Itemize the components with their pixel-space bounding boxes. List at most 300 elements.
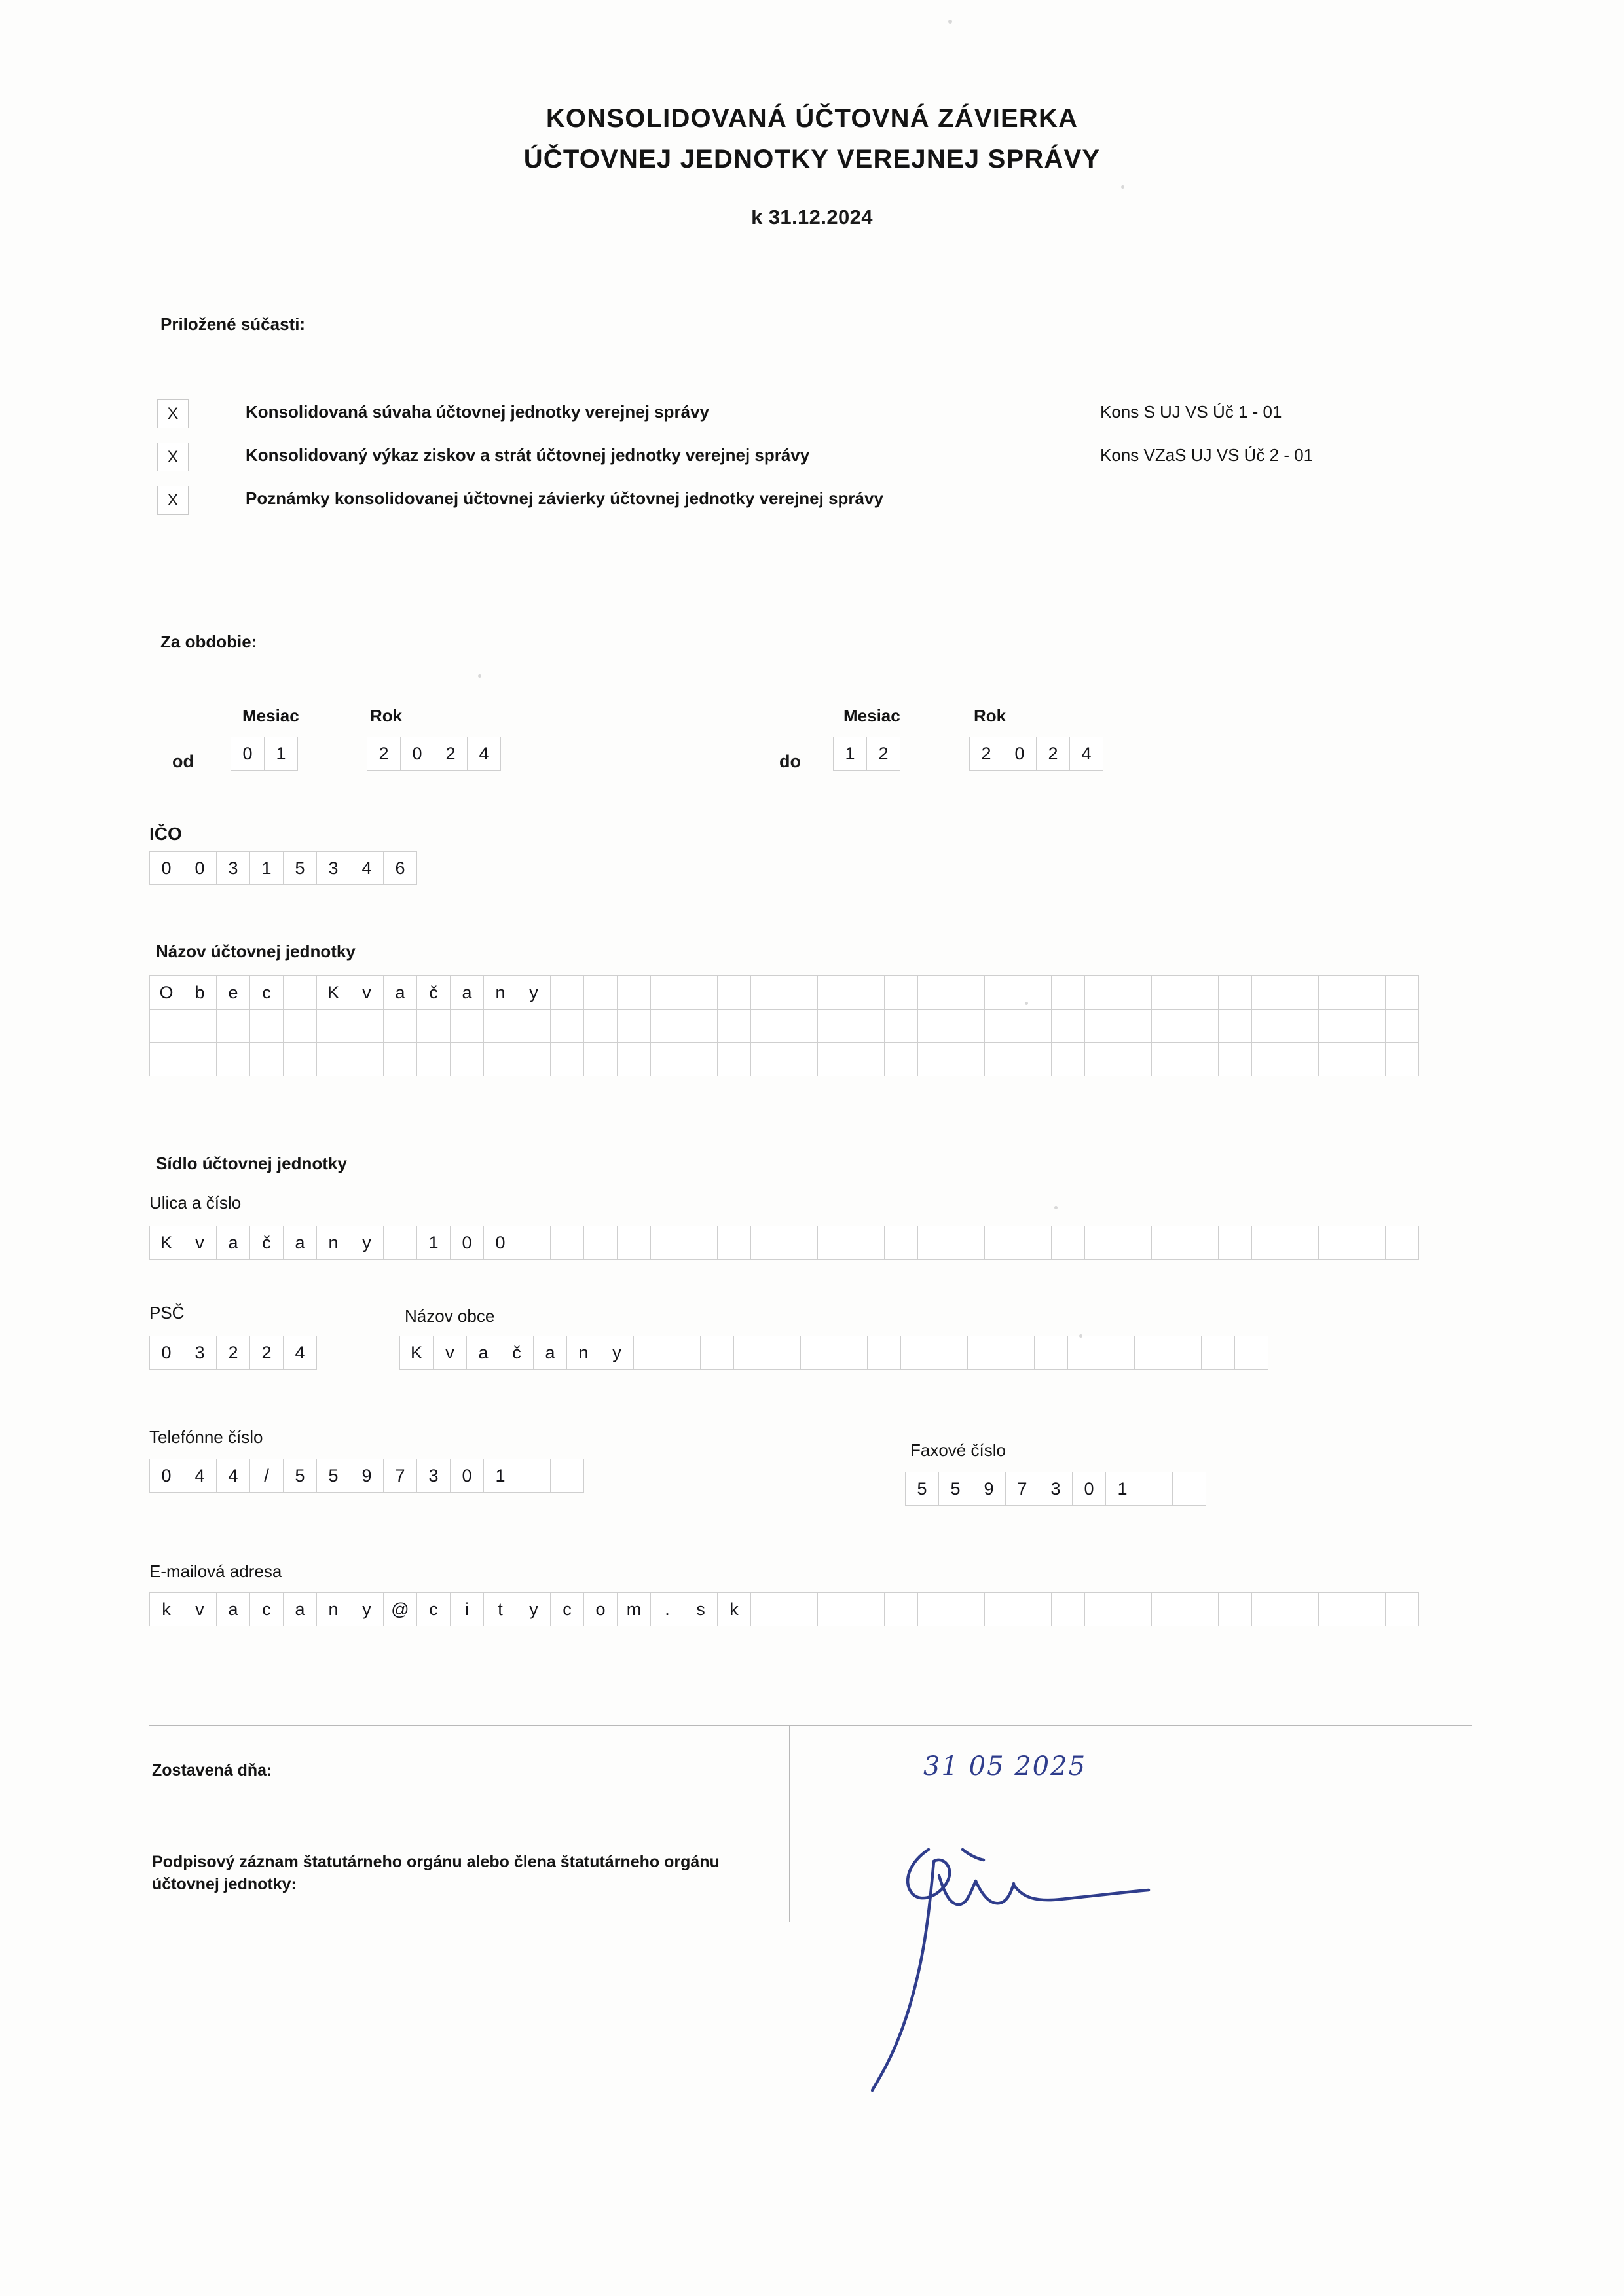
- phone-label: Telefónne číslo: [149, 1427, 263, 1447]
- attachment-checkbox-3[interactable]: X: [157, 486, 189, 515]
- char-cell[interactable]: [851, 1226, 885, 1260]
- char-cell[interactable]: [216, 1042, 250, 1076]
- char-cell[interactable]: [1318, 1226, 1352, 1260]
- char-cell[interactable]: [1018, 1042, 1052, 1076]
- title-line-1: KONSOLIDOVANÁ ÚČTOVNÁ ZÁVIERKA: [545, 104, 1079, 133]
- char-cell[interactable]: [517, 1226, 551, 1260]
- char-cell[interactable]: v: [433, 1336, 467, 1370]
- char-cell[interactable]: /: [249, 1459, 284, 1493]
- char-cell[interactable]: [450, 1009, 484, 1043]
- char-cell[interactable]: 6: [383, 851, 417, 885]
- char-cell[interactable]: [1251, 1226, 1285, 1260]
- char-cell[interactable]: [1051, 1042, 1085, 1076]
- char-cell[interactable]: [550, 1042, 584, 1076]
- char-cell[interactable]: 1: [1105, 1472, 1139, 1506]
- char-cell[interactable]: [1385, 975, 1419, 1010]
- char-cell[interactable]: 0: [450, 1226, 484, 1260]
- char-cell[interactable]: [1185, 1226, 1219, 1260]
- char-cell[interactable]: [934, 1336, 968, 1370]
- char-cell[interactable]: [1218, 975, 1252, 1010]
- char-cell[interactable]: [1172, 1472, 1206, 1506]
- char-cell[interactable]: y: [517, 975, 551, 1010]
- char-cell[interactable]: [1051, 1009, 1085, 1043]
- char-cell[interactable]: 5: [905, 1472, 939, 1506]
- char-cell[interactable]: 4: [183, 1459, 217, 1493]
- city-input[interactable]: [399, 1336, 1268, 1370]
- char-cell[interactable]: [1352, 1042, 1386, 1076]
- char-cell[interactable]: k: [717, 1592, 751, 1626]
- char-cell[interactable]: [1234, 1336, 1268, 1370]
- char-cell[interactable]: [1285, 1592, 1319, 1626]
- char-cell[interactable]: [1151, 1592, 1185, 1626]
- char-cell[interactable]: [1151, 975, 1185, 1010]
- char-cell[interactable]: 2: [367, 737, 401, 771]
- char-cell[interactable]: [717, 1009, 751, 1043]
- char-cell[interactable]: [667, 1336, 701, 1370]
- char-cell[interactable]: [617, 1042, 651, 1076]
- char-cell[interactable]: [1185, 1592, 1219, 1626]
- char-cell[interactable]: [1084, 1042, 1118, 1076]
- char-cell[interactable]: [867, 1336, 901, 1370]
- char-cell[interactable]: e: [216, 975, 250, 1010]
- char-cell[interactable]: v: [183, 1226, 217, 1260]
- char-cell[interactable]: [1118, 975, 1152, 1010]
- char-cell[interactable]: [650, 1042, 684, 1076]
- char-cell[interactable]: [984, 1042, 1018, 1076]
- char-cell[interactable]: @: [383, 1592, 417, 1626]
- char-cell[interactable]: [550, 975, 584, 1010]
- char-cell[interactable]: [1352, 1009, 1386, 1043]
- char-cell[interactable]: [183, 1009, 217, 1043]
- char-cell[interactable]: o: [583, 1592, 618, 1626]
- char-cell[interactable]: [750, 1226, 784, 1260]
- char-cell[interactable]: [951, 1226, 985, 1260]
- attachments-heading: Priložené súčasti:: [160, 314, 306, 334]
- char-cell[interactable]: a: [216, 1592, 250, 1626]
- char-cell[interactable]: [1185, 975, 1219, 1010]
- char-cell[interactable]: 4: [216, 1459, 250, 1493]
- char-cell[interactable]: n: [316, 1226, 350, 1260]
- char-cell[interactable]: [1168, 1336, 1202, 1370]
- char-cell[interactable]: 0: [1072, 1472, 1106, 1506]
- char-cell[interactable]: v: [350, 975, 384, 1010]
- entity-name-input-row2[interactable]: [149, 1009, 1419, 1043]
- char-cell[interactable]: n: [483, 975, 517, 1010]
- char-cell[interactable]: [550, 1226, 584, 1260]
- char-cell[interactable]: [1218, 1042, 1252, 1076]
- char-cell[interactable]: 0: [149, 851, 183, 885]
- char-cell[interactable]: i: [450, 1592, 484, 1626]
- char-cell[interactable]: 3: [1039, 1472, 1073, 1506]
- email-label: E-mailová adresa: [149, 1561, 282, 1581]
- street-input[interactable]: [149, 1226, 1419, 1260]
- char-cell[interactable]: [1352, 975, 1386, 1010]
- char-cell[interactable]: [1084, 1226, 1118, 1260]
- char-cell[interactable]: [483, 1009, 517, 1043]
- char-cell[interactable]: [851, 1592, 885, 1626]
- char-cell[interactable]: [984, 1226, 1018, 1260]
- char-cell[interactable]: [750, 1042, 784, 1076]
- char-cell[interactable]: [1084, 1009, 1118, 1043]
- char-cell[interactable]: [1285, 1009, 1319, 1043]
- char-cell[interactable]: [1285, 1042, 1319, 1076]
- char-cell[interactable]: [1318, 1592, 1352, 1626]
- char-cell[interactable]: a: [216, 1226, 250, 1260]
- char-cell[interactable]: [1134, 1336, 1168, 1370]
- char-cell[interactable]: [1118, 1009, 1152, 1043]
- char-cell[interactable]: 4: [283, 1336, 317, 1370]
- char-cell[interactable]: 1: [416, 1226, 451, 1260]
- char-cell[interactable]: [650, 1226, 684, 1260]
- char-cell[interactable]: .: [650, 1592, 684, 1626]
- char-cell[interactable]: [951, 1009, 985, 1043]
- document-title: [0, 98, 1624, 229]
- char-cell[interactable]: [583, 1042, 618, 1076]
- char-cell[interactable]: a: [466, 1336, 500, 1370]
- char-cell[interactable]: [967, 1336, 1001, 1370]
- char-cell[interactable]: 0: [483, 1226, 517, 1260]
- char-cell[interactable]: [249, 1009, 284, 1043]
- char-cell[interactable]: [249, 1042, 284, 1076]
- char-cell[interactable]: [283, 1009, 317, 1043]
- char-cell[interactable]: n: [316, 1592, 350, 1626]
- char-cell[interactable]: [1385, 1592, 1419, 1626]
- char-cell[interactable]: 5: [283, 851, 317, 885]
- char-cell[interactable]: [750, 975, 784, 1010]
- char-cell[interactable]: [700, 1336, 734, 1370]
- char-cell[interactable]: [183, 1042, 217, 1076]
- char-cell[interactable]: [149, 1009, 183, 1043]
- char-cell[interactable]: [784, 1009, 818, 1043]
- char-cell[interactable]: [283, 975, 317, 1010]
- scan-speck: [1025, 1002, 1028, 1005]
- char-cell[interactable]: [1018, 1592, 1052, 1626]
- psc-input[interactable]: [149, 1336, 317, 1370]
- char-cell[interactable]: [834, 1336, 868, 1370]
- char-cell[interactable]: [984, 1009, 1018, 1043]
- char-cell[interactable]: [383, 1009, 417, 1043]
- char-cell[interactable]: [1251, 1042, 1285, 1076]
- char-cell[interactable]: [1118, 1042, 1152, 1076]
- char-cell[interactable]: [917, 1226, 951, 1260]
- char-cell[interactable]: k: [149, 1592, 183, 1626]
- char-cell[interactable]: [350, 1042, 384, 1076]
- char-cell[interactable]: [684, 1009, 718, 1043]
- char-cell[interactable]: č: [500, 1336, 534, 1370]
- char-cell[interactable]: 3: [183, 1336, 217, 1370]
- char-cell[interactable]: [817, 1226, 851, 1260]
- char-cell[interactable]: [550, 1459, 584, 1493]
- char-cell[interactable]: 4: [467, 737, 501, 771]
- char-cell[interactable]: [1118, 1226, 1152, 1260]
- char-cell[interactable]: 2: [969, 737, 1003, 771]
- char-cell[interactable]: [817, 975, 851, 1010]
- entity-name-input-row3[interactable]: [149, 1042, 1419, 1076]
- char-cell[interactable]: [784, 975, 818, 1010]
- char-cell[interactable]: [517, 1042, 551, 1076]
- to-year-input[interactable]: [969, 737, 1103, 771]
- char-cell[interactable]: 2: [866, 737, 900, 771]
- char-cell[interactable]: [1151, 1226, 1185, 1260]
- char-cell[interactable]: 5: [283, 1459, 317, 1493]
- char-cell[interactable]: [884, 975, 918, 1010]
- char-cell[interactable]: c: [550, 1592, 584, 1626]
- char-cell[interactable]: [1084, 1592, 1118, 1626]
- compiled-date-label: Zostavená dňa:: [152, 1761, 272, 1779]
- char-cell[interactable]: y: [350, 1592, 384, 1626]
- char-cell[interactable]: 1: [483, 1459, 517, 1493]
- char-cell[interactable]: v: [183, 1592, 217, 1626]
- char-cell[interactable]: [917, 975, 951, 1010]
- char-cell[interactable]: [1352, 1226, 1386, 1260]
- char-cell[interactable]: [1185, 1042, 1219, 1076]
- char-cell[interactable]: 7: [383, 1459, 417, 1493]
- char-cell[interactable]: 0: [231, 737, 265, 771]
- char-cell[interactable]: [216, 1009, 250, 1043]
- char-cell[interactable]: [1318, 1009, 1352, 1043]
- char-cell[interactable]: [650, 1009, 684, 1043]
- char-cell[interactable]: y: [600, 1336, 634, 1370]
- char-cell[interactable]: [633, 1336, 667, 1370]
- char-cell[interactable]: [1118, 1592, 1152, 1626]
- char-cell[interactable]: [650, 975, 684, 1010]
- char-cell[interactable]: [1151, 1009, 1185, 1043]
- char-cell[interactable]: 5: [316, 1459, 350, 1493]
- char-cell[interactable]: [817, 1592, 851, 1626]
- char-cell[interactable]: 3: [416, 1459, 451, 1493]
- char-cell[interactable]: [750, 1592, 784, 1626]
- char-cell[interactable]: 0: [450, 1459, 484, 1493]
- char-cell[interactable]: [350, 1009, 384, 1043]
- char-cell[interactable]: [767, 1336, 801, 1370]
- char-cell[interactable]: [583, 1226, 618, 1260]
- char-cell[interactable]: [517, 1009, 551, 1043]
- char-cell[interactable]: [1385, 1226, 1419, 1260]
- char-cell[interactable]: 9: [972, 1472, 1006, 1506]
- char-cell[interactable]: [1218, 1226, 1252, 1260]
- char-cell[interactable]: [951, 1592, 985, 1626]
- char-cell[interactable]: č: [249, 1226, 284, 1260]
- char-cell[interactable]: c: [249, 1592, 284, 1626]
- to-month-label: Mesiac: [843, 706, 900, 725]
- char-cell[interactable]: [817, 1009, 851, 1043]
- char-cell[interactable]: [383, 1042, 417, 1076]
- char-cell[interactable]: [416, 1042, 451, 1076]
- char-cell[interactable]: [884, 1042, 918, 1076]
- char-cell[interactable]: [917, 1009, 951, 1043]
- char-cell[interactable]: [784, 1592, 818, 1626]
- char-cell[interactable]: [984, 975, 1018, 1010]
- char-cell[interactable]: [817, 1042, 851, 1076]
- char-cell[interactable]: [1318, 975, 1352, 1010]
- char-cell[interactable]: m: [617, 1592, 651, 1626]
- char-cell[interactable]: [951, 1042, 985, 1076]
- fax-input[interactable]: [905, 1472, 1206, 1506]
- char-cell[interactable]: [617, 975, 651, 1010]
- char-cell[interactable]: [383, 1226, 417, 1260]
- char-cell[interactable]: 4: [1069, 737, 1103, 771]
- char-cell[interactable]: [800, 1336, 834, 1370]
- char-cell[interactable]: [1285, 975, 1319, 1010]
- char-cell[interactable]: [717, 1226, 751, 1260]
- char-cell[interactable]: [951, 975, 985, 1010]
- attachment-checkbox-1[interactable]: X: [157, 399, 189, 428]
- char-cell[interactable]: 0: [400, 737, 434, 771]
- char-cell[interactable]: [1218, 1592, 1252, 1626]
- attachment-row-3: [157, 486, 1467, 517]
- char-cell[interactable]: 1: [264, 737, 298, 771]
- signature-label-line2: účtovnej jednotky:: [152, 1875, 297, 1893]
- char-cell[interactable]: [1185, 1009, 1219, 1043]
- char-cell[interactable]: O: [149, 975, 183, 1010]
- char-cell[interactable]: K: [399, 1336, 434, 1370]
- psc-label: PSČ: [149, 1303, 185, 1322]
- char-cell[interactable]: [784, 1226, 818, 1260]
- char-cell[interactable]: a: [383, 975, 417, 1010]
- char-cell[interactable]: 5: [938, 1472, 972, 1506]
- address-heading: Sídlo účtovnej jednotky: [156, 1154, 347, 1173]
- char-cell[interactable]: 0: [149, 1459, 183, 1493]
- scan-speck: [1079, 1334, 1082, 1338]
- from-month-label: Mesiac: [242, 706, 299, 725]
- char-cell[interactable]: [1385, 1042, 1419, 1076]
- char-cell[interactable]: [617, 1226, 651, 1260]
- char-cell[interactable]: K: [316, 975, 350, 1010]
- char-cell[interactable]: 2: [1036, 737, 1070, 771]
- char-cell[interactable]: c: [416, 1592, 451, 1626]
- phone-input[interactable]: [149, 1459, 584, 1493]
- char-cell[interactable]: [1051, 1592, 1085, 1626]
- char-cell[interactable]: [316, 1009, 350, 1043]
- attachment-checkbox-2[interactable]: X: [157, 443, 189, 471]
- char-cell[interactable]: [617, 1009, 651, 1043]
- char-cell[interactable]: [583, 975, 618, 1010]
- char-cell[interactable]: c: [249, 975, 284, 1010]
- char-cell[interactable]: [851, 975, 885, 1010]
- char-cell[interactable]: [900, 1336, 934, 1370]
- char-cell[interactable]: [717, 975, 751, 1010]
- char-cell[interactable]: a: [283, 1592, 317, 1626]
- from-month-input[interactable]: [231, 737, 298, 771]
- char-cell[interactable]: 1: [833, 737, 867, 771]
- char-cell[interactable]: [1251, 1009, 1285, 1043]
- char-cell[interactable]: [917, 1042, 951, 1076]
- char-cell[interactable]: 2: [434, 737, 468, 771]
- char-cell[interactable]: [1285, 1226, 1319, 1260]
- char-cell[interactable]: [750, 1009, 784, 1043]
- char-cell[interactable]: [684, 1042, 718, 1076]
- char-cell[interactable]: y: [350, 1226, 384, 1260]
- char-cell[interactable]: 2: [216, 1336, 250, 1370]
- char-cell[interactable]: 0: [183, 851, 217, 885]
- char-cell[interactable]: [1101, 1336, 1135, 1370]
- char-cell[interactable]: [717, 1042, 751, 1076]
- from-year-input[interactable]: [367, 737, 501, 771]
- char-cell[interactable]: [1385, 1009, 1419, 1043]
- to-month-input[interactable]: [833, 737, 900, 771]
- char-cell[interactable]: t: [483, 1592, 517, 1626]
- email-input[interactable]: [149, 1592, 1419, 1626]
- char-cell[interactable]: [550, 1009, 584, 1043]
- char-cell[interactable]: [1018, 1226, 1052, 1260]
- scan-speck: [478, 674, 481, 678]
- char-cell[interactable]: [1034, 1336, 1068, 1370]
- char-cell[interactable]: [884, 1592, 918, 1626]
- char-cell[interactable]: [1018, 1009, 1052, 1043]
- char-cell[interactable]: [1001, 1336, 1035, 1370]
- char-cell[interactable]: [784, 1042, 818, 1076]
- char-cell[interactable]: 3: [216, 851, 250, 885]
- char-cell[interactable]: [316, 1042, 350, 1076]
- char-cell[interactable]: [283, 1042, 317, 1076]
- ico-input[interactable]: [149, 851, 417, 885]
- char-cell[interactable]: 7: [1005, 1472, 1039, 1506]
- char-cell[interactable]: K: [149, 1226, 183, 1260]
- char-cell[interactable]: [1251, 975, 1285, 1010]
- char-cell[interactable]: [583, 1009, 618, 1043]
- char-cell[interactable]: [1318, 1042, 1352, 1076]
- char-cell[interactable]: [684, 1226, 718, 1260]
- char-cell[interactable]: 0: [149, 1336, 183, 1370]
- char-cell[interactable]: [733, 1336, 767, 1370]
- char-cell[interactable]: 9: [350, 1459, 384, 1493]
- char-cell[interactable]: [416, 1009, 451, 1043]
- char-cell[interactable]: a: [283, 1226, 317, 1260]
- char-cell[interactable]: 1: [249, 851, 284, 885]
- char-cell[interactable]: [984, 1592, 1018, 1626]
- attachment-row-2: [157, 443, 1467, 474]
- char-cell[interactable]: [1018, 975, 1052, 1010]
- char-cell[interactable]: [450, 1042, 484, 1076]
- char-cell[interactable]: [1201, 1336, 1235, 1370]
- char-cell[interactable]: [1151, 1042, 1185, 1076]
- char-cell[interactable]: a: [450, 975, 484, 1010]
- compiled-date-value: 31 05 2025: [923, 1751, 1087, 1781]
- char-cell[interactable]: 4: [350, 851, 384, 885]
- char-cell[interactable]: [1251, 1592, 1285, 1626]
- char-cell[interactable]: [1051, 1226, 1085, 1260]
- char-cell[interactable]: n: [566, 1336, 600, 1370]
- char-cell[interactable]: [884, 1226, 918, 1260]
- char-cell[interactable]: [1139, 1472, 1173, 1506]
- char-cell[interactable]: s: [684, 1592, 718, 1626]
- char-cell[interactable]: [1067, 1336, 1101, 1370]
- char-cell[interactable]: č: [416, 975, 451, 1010]
- char-cell[interactable]: y: [517, 1592, 551, 1626]
- char-cell[interactable]: 0: [1003, 737, 1037, 771]
- char-cell[interactable]: a: [533, 1336, 567, 1370]
- char-cell[interactable]: 3: [316, 851, 350, 885]
- char-cell[interactable]: [1051, 975, 1085, 1010]
- char-cell[interactable]: [917, 1592, 951, 1626]
- char-cell[interactable]: [149, 1042, 183, 1076]
- entity-name-input-row1[interactable]: [149, 975, 1419, 1010]
- title-date: k 31.12.2024: [751, 206, 873, 228]
- char-cell[interactable]: [684, 975, 718, 1010]
- char-cell[interactable]: [851, 1042, 885, 1076]
- char-cell[interactable]: [517, 1459, 551, 1493]
- signature-label-line1: Podpisový záznam štatutárneho orgánu alebo člena štatutárneho orgánu: [152, 1853, 720, 1871]
- char-cell[interactable]: [1084, 975, 1118, 1010]
- char-cell[interactable]: 2: [249, 1336, 284, 1370]
- char-cell[interactable]: [851, 1009, 885, 1043]
- char-cell[interactable]: [884, 1009, 918, 1043]
- ico-label: IČO: [149, 824, 182, 844]
- char-cell[interactable]: [1218, 1009, 1252, 1043]
- char-cell[interactable]: b: [183, 975, 217, 1010]
- char-cell[interactable]: [1352, 1592, 1386, 1626]
- char-cell[interactable]: [483, 1042, 517, 1076]
